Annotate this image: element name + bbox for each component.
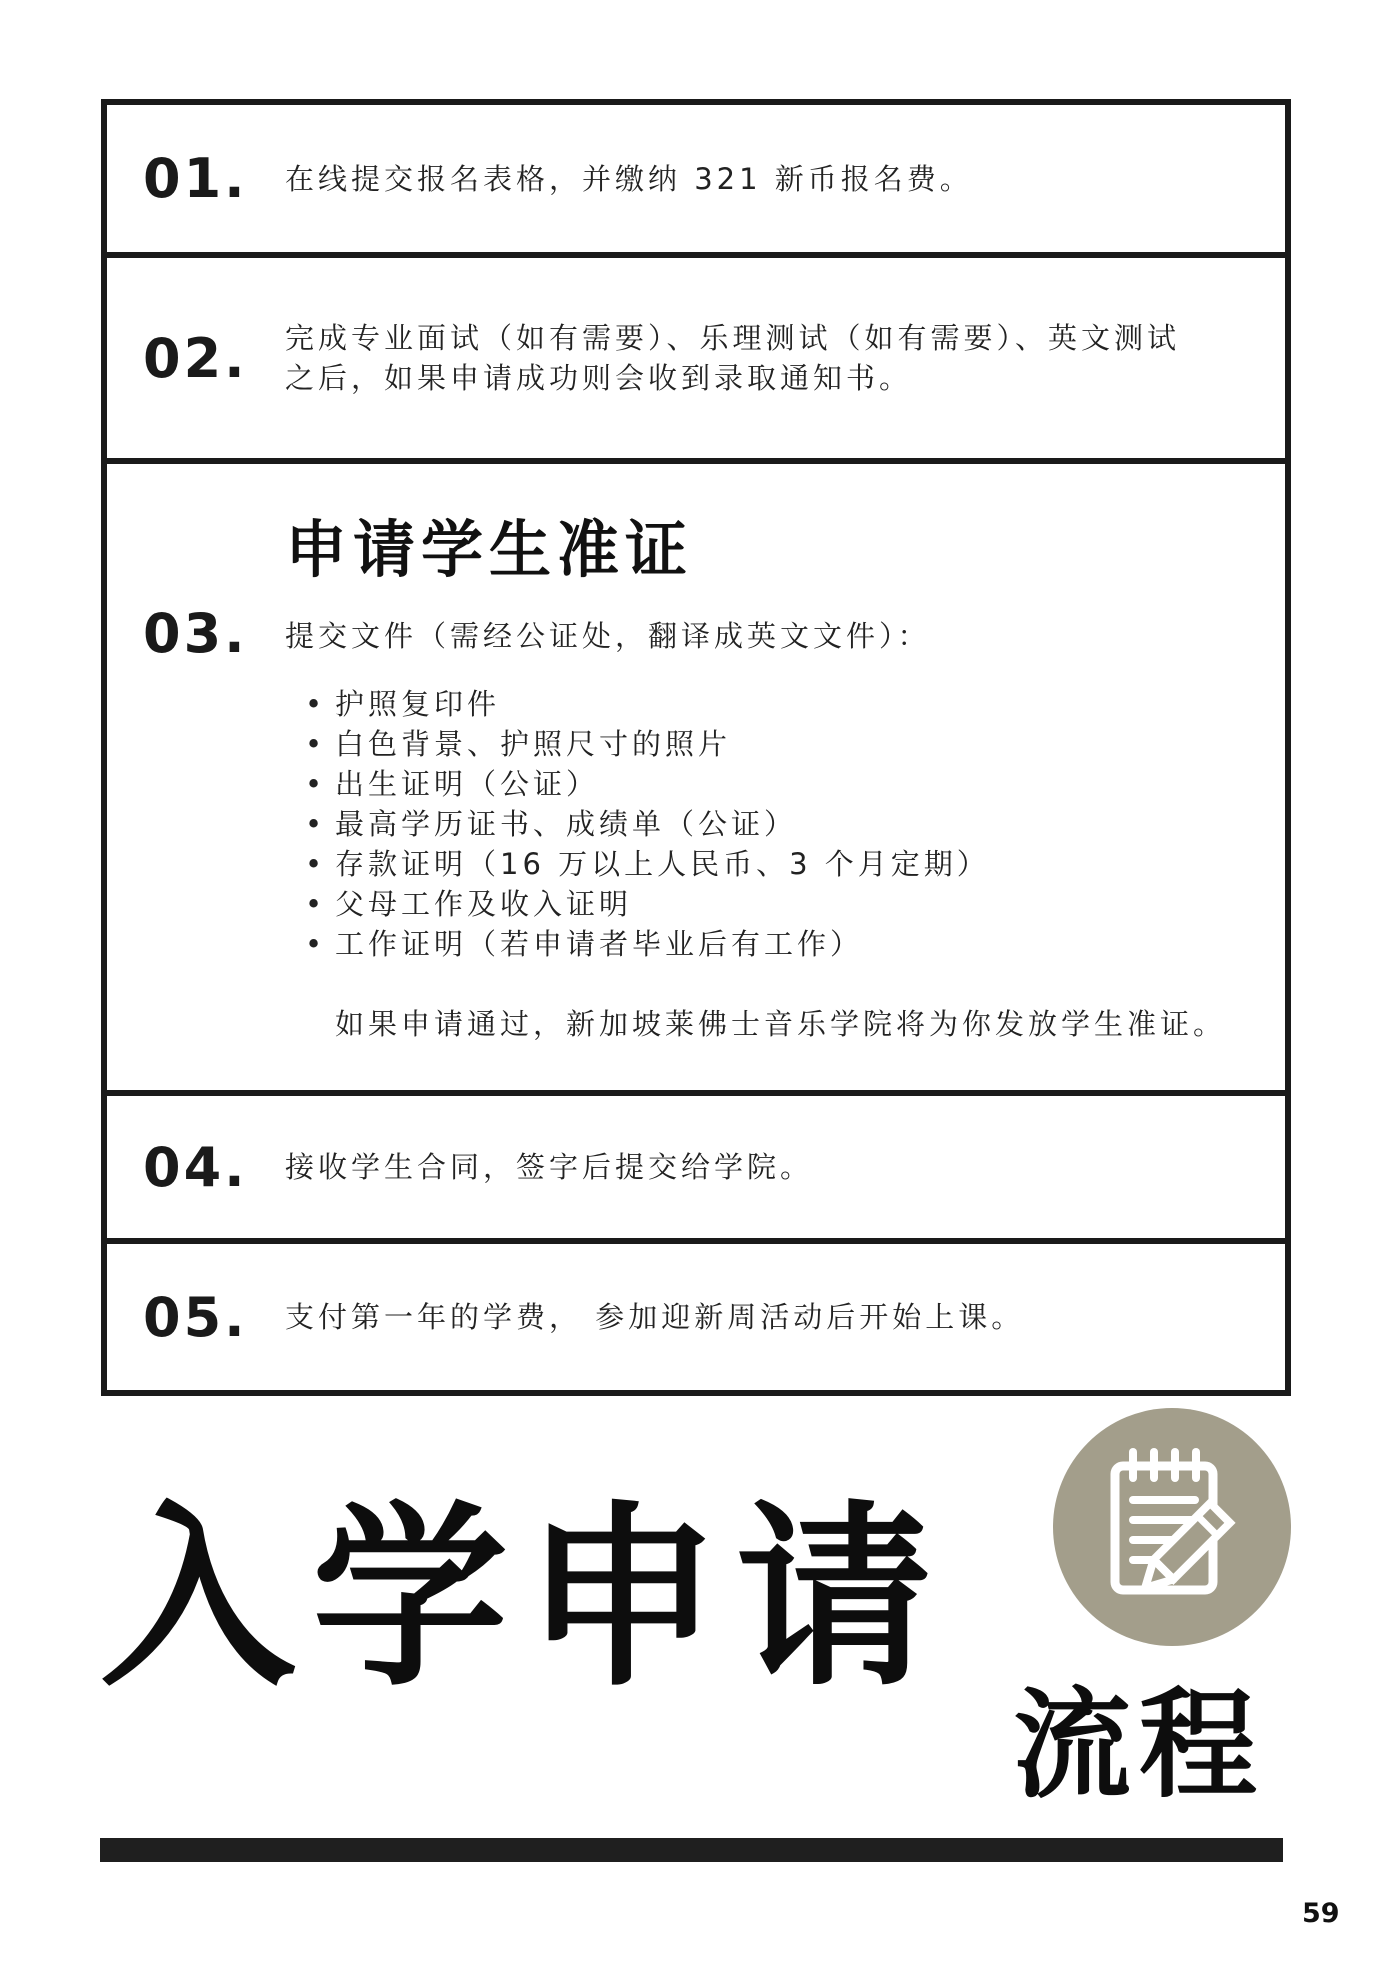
step-text [285,318,1245,398]
list-item: • 存款证明（16 万以上人民币、3 个月定期） [305,844,990,884]
list-item: • 出生证明（公证） [305,764,990,804]
page-number: 59 [1302,1898,1340,1929]
step-number: 05. [143,1285,248,1349]
step-1 [107,105,1285,258]
step-2 [107,258,1285,464]
section-heading: 申请学生准证 [285,513,694,586]
notepad-pencil-icon [1053,1408,1291,1646]
list-item: • 最高学历证书、成绩单（公证） [305,804,990,844]
document-list [305,684,990,964]
list-item: • 白色背景、护照尺寸的照片 [305,724,990,764]
step-text: 支付第一年的学费， 参加迎新周活动后开始上课。 [285,1300,1025,1334]
step-text: 在线提交报名表格，并缴纳 321 新币报名费。 [285,161,973,196]
step-text-line: 完成专业面试（如有需要）、乐理测试（如有需要）、英文测试 [285,321,1181,355]
step-number: 01. [143,147,248,210]
list-item: • 父母工作及收入证明 [305,884,990,924]
list-item: • 护照复印件 [305,684,990,724]
step-text-line: 之后，如果申请成功则会收到录取通知书。 [285,361,913,395]
step-text: 提交文件（需经公证处，翻译成英文文件）： [285,619,931,653]
step-5 [107,1244,1285,1390]
step-3 [107,464,1285,1096]
step-number: 04. [143,1135,248,1199]
step-text: 接收学生合同，签字后提交给学院。 [285,1150,814,1184]
step-note: 如果申请通过，新加坡莱佛士音乐学院将为你发放学生准证。 [335,1007,1227,1041]
step-number: 02. [143,326,248,390]
divider-bar [100,1838,1283,1862]
step-number: 03. [143,602,248,665]
steps-box [101,99,1291,1396]
step-4 [107,1096,1285,1244]
page-title: 入学申请 [100,1483,949,1713]
list-item: • 工作证明（若申请者毕业后有工作） [305,924,990,964]
page-subtitle: 流程 [1013,1675,1266,1814]
